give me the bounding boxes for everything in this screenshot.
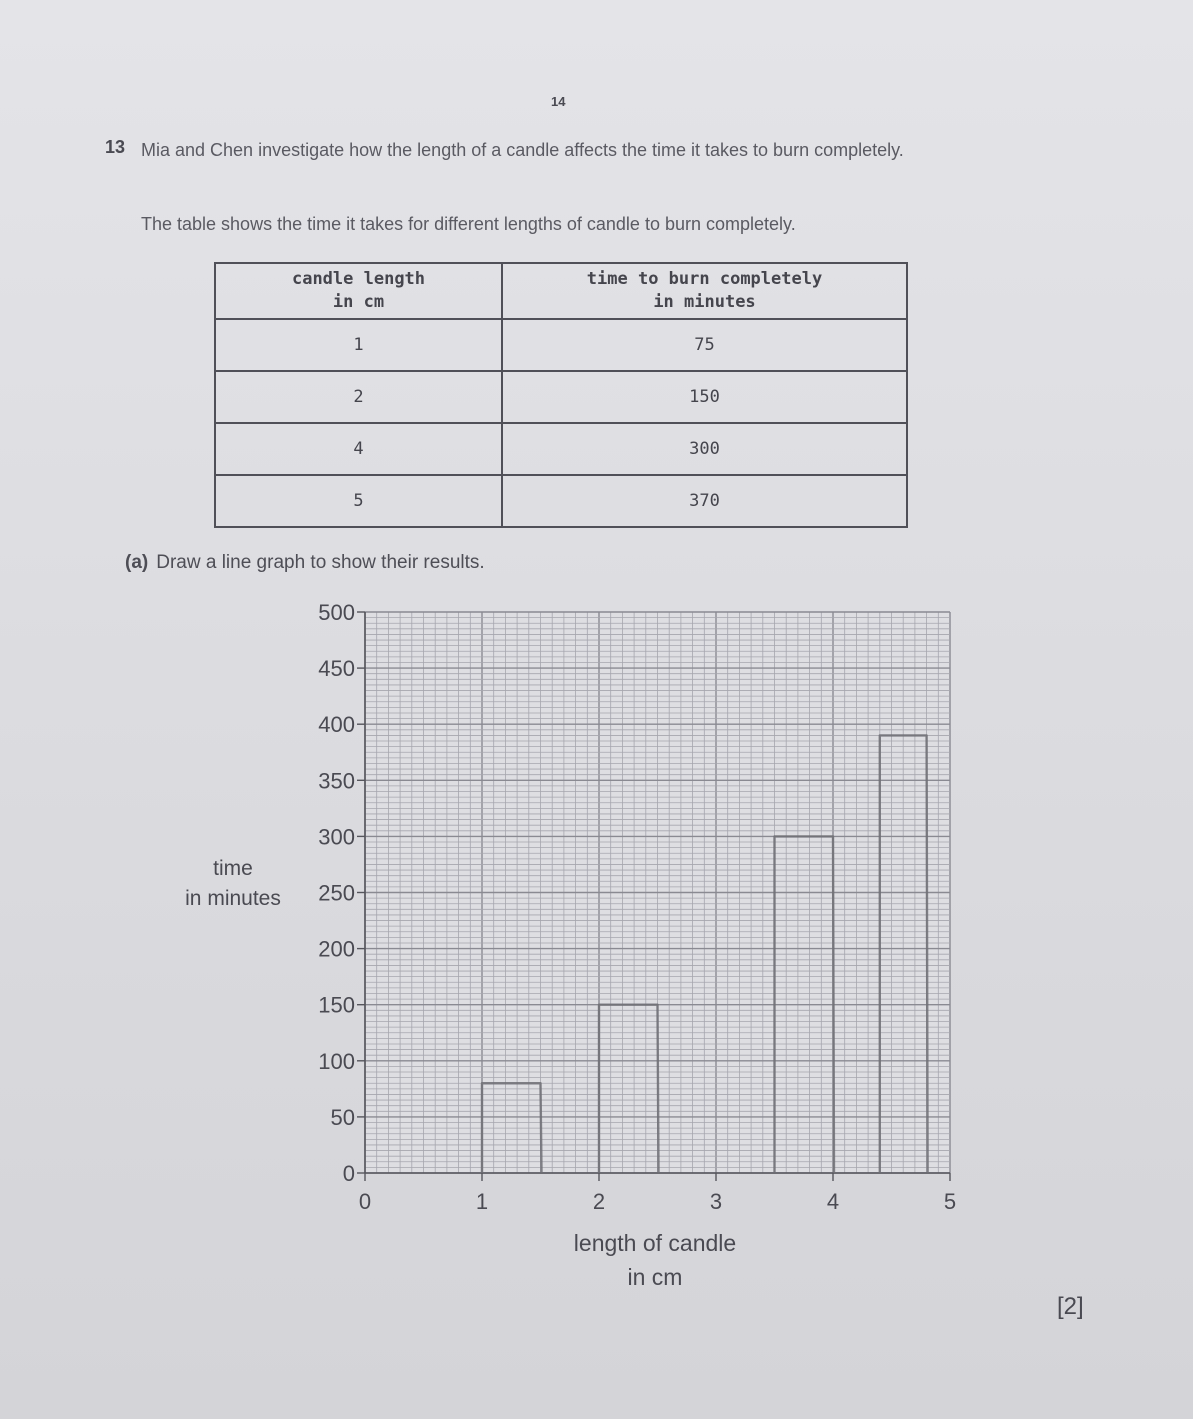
y-axis-label-text: time in minutes: [185, 857, 281, 910]
header-candle-length-text: candle length in cm: [291, 269, 426, 312]
y-tick-label: 150: [318, 992, 355, 1018]
table-cell-length: 1: [215, 319, 502, 371]
table-cell-length: 4: [215, 423, 502, 475]
table-cell-length: 2: [215, 371, 502, 423]
table-cell-length: 5: [215, 475, 502, 527]
x-axis-label-text: length of candle in cm: [573, 1230, 737, 1290]
y-tick-label: 0: [342, 1161, 355, 1186]
y-tick-label: 450: [318, 656, 355, 682]
y-tick-label: 50: [330, 1104, 355, 1130]
page-number: 14: [551, 94, 566, 109]
y-tick-label: 400: [318, 712, 355, 738]
y-axis-label: [168, 854, 298, 914]
y-tick-label: 300: [318, 824, 355, 850]
x-tick-label: 4: [826, 1189, 840, 1214]
table-cell-time: 150: [502, 371, 907, 423]
table-cell-time: 75: [502, 319, 907, 371]
part-a-text: Draw a line graph to show their results.: [156, 552, 485, 573]
y-tick-label: 200: [318, 936, 355, 962]
table-cell-time: 370: [502, 475, 907, 527]
y-tick-label: 500: [318, 600, 355, 625]
y-tick-label: 100: [318, 1048, 355, 1074]
question-number: 13: [105, 137, 126, 157]
y-tick-label: 350: [318, 768, 355, 794]
part-a-label: (a): [125, 552, 149, 573]
x-tick-label: 3: [709, 1189, 723, 1214]
x-tick-label: 5: [943, 1189, 957, 1214]
y-tick-label: 250: [318, 880, 355, 906]
x-tick-label: 1: [475, 1189, 489, 1214]
x-tick-label: 0: [358, 1189, 372, 1214]
marks-allocation: [2]: [1057, 1293, 1084, 1320]
x-tick-label: 2: [592, 1189, 606, 1214]
header-time-to-burn-text: time to burn completely in minutes: [586, 269, 823, 312]
x-axis-label: [520, 1226, 790, 1294]
table-cell-time: 300: [502, 423, 907, 475]
question-text: Mia and Chen investigate how the length of a candle affects the time it takes to burn completely.: [141, 140, 904, 160]
table-intro-text: The table shows the time it takes for different lengths of candle to burn completely.: [141, 214, 796, 234]
